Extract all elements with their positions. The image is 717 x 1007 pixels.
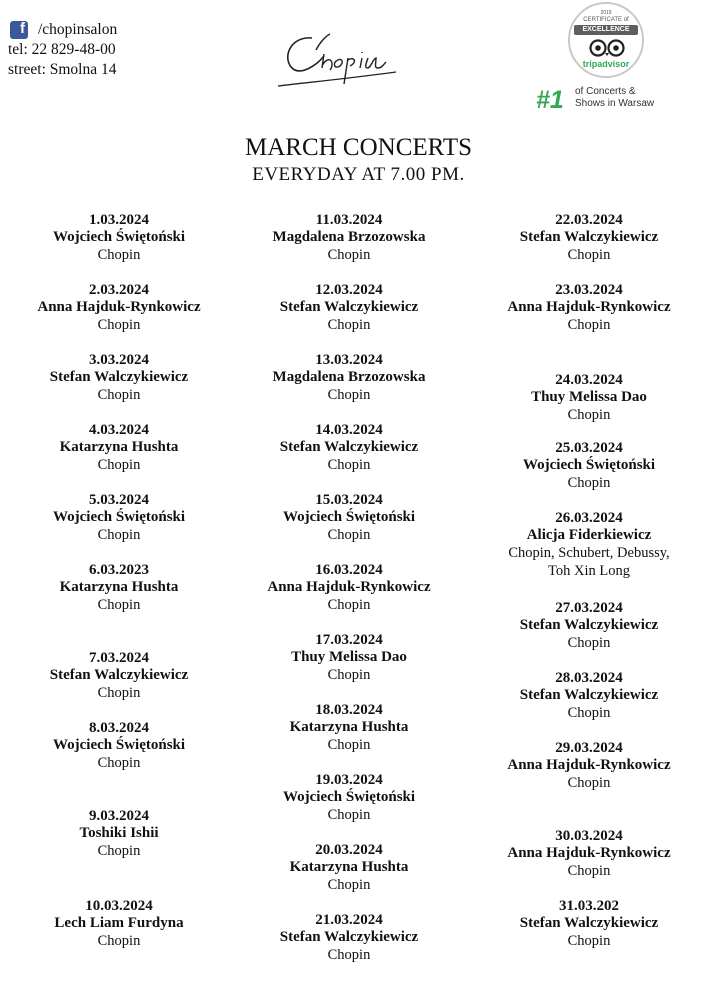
concert-date: 16.03.2024: [315, 562, 383, 578]
concert-date: 14.03.2024: [315, 422, 383, 438]
concert-date: 18.03.2024: [315, 702, 383, 718]
badge-excellence: EXCELLENCE: [574, 25, 638, 35]
concert-entry: [14, 650, 224, 702]
concert-entry: [246, 842, 452, 894]
concert-date: 11.03.2024: [315, 212, 383, 228]
concert-entry: [246, 772, 452, 824]
concert-entry: [14, 212, 224, 264]
concert-entry: [484, 212, 694, 264]
concert-entry: [14, 352, 224, 404]
concert-date: 10.03.2024: [85, 898, 153, 914]
concert-entry: [14, 422, 224, 474]
concert-entry: [484, 600, 694, 652]
concert-entry: [484, 510, 694, 580]
repertoire: Chopin: [327, 667, 371, 683]
concert-entry: [246, 632, 452, 684]
concert-entry: [484, 828, 694, 880]
concert-entry: [246, 352, 452, 404]
repertoire: Chopin: [567, 247, 611, 263]
concert-entry: [484, 440, 694, 492]
repertoire: Chopin: [97, 933, 141, 949]
badge-certificate: CERTIFICATE of: [583, 17, 629, 23]
concert-entry: [484, 372, 694, 424]
performer-name: Toshiki Ishii: [79, 825, 159, 841]
performer-name: Stefan Walczykiewicz: [279, 929, 419, 945]
repertoire: Chopin: [567, 863, 611, 879]
concert-date: 17.03.2024: [315, 632, 383, 648]
performer-name: Wojciech Świętoński: [282, 509, 416, 525]
repertoire: Chopin: [327, 877, 371, 893]
concert-date: 9.03.2024: [89, 808, 149, 824]
performer-name: Stefan Walczykiewicz: [49, 667, 189, 683]
performer-name: Stefan Walczykiewicz: [279, 299, 419, 315]
performer-name: Wojciech Świętoński: [282, 789, 416, 805]
performer-name: Wojciech Świętoński: [522, 457, 656, 473]
performer-name: Anna Hajduk-Rynkowicz: [507, 845, 671, 861]
performer-name: Thuy Melissa Dao: [291, 649, 407, 665]
repertoire-continued: Toh Xin Long: [548, 563, 630, 579]
repertoire: Chopin: [327, 947, 371, 963]
concert-entry: [246, 282, 452, 334]
concert-entry: [246, 422, 452, 474]
concert-date: 3.03.2024: [89, 352, 149, 368]
repertoire: Chopin: [327, 807, 371, 823]
repertoire: Chopin: [567, 317, 611, 333]
repertoire: Chopin: [327, 737, 371, 753]
concert-date: 2.03.2024: [89, 282, 149, 298]
performer-name: Anna Hajduk-Rynkowicz: [507, 757, 671, 773]
concert-date: 29.03.2024: [555, 740, 623, 756]
concert-entry: [484, 282, 694, 334]
badge-desc-line1: of Concerts &: [575, 86, 636, 97]
concert-date: 25.03.2024: [555, 440, 623, 456]
page-subtitle: EVERYDAY AT 7.00 PM.: [252, 164, 465, 185]
concert-date: 7.03.2024: [89, 650, 149, 666]
performer-name: Anna Hajduk-Rynkowicz: [267, 579, 431, 595]
repertoire: Chopin: [97, 685, 141, 701]
schedule-heading: [0, 133, 717, 187]
repertoire: Chopin: [97, 597, 141, 613]
concert-entry: [484, 898, 694, 950]
concert-entry: [484, 670, 694, 722]
concert-date: 20.03.2024: [315, 842, 383, 858]
repertoire: Chopin: [327, 247, 371, 263]
concert-entry: [246, 912, 452, 964]
concert-date: 23.03.2024: [555, 282, 623, 298]
concert-entry: [14, 898, 224, 950]
concert-entry: [246, 562, 452, 614]
repertoire: Chopin: [327, 457, 371, 473]
performer-name: Wojciech Świętoński: [52, 509, 186, 525]
concert-entry: [484, 740, 694, 792]
concert-entry: [14, 562, 224, 614]
concert-date: 21.03.2024: [315, 912, 383, 928]
performer-name: Wojciech Świętoński: [52, 737, 186, 753]
contact-info: [8, 20, 117, 80]
performer-name: Stefan Walczykiewicz: [519, 617, 659, 633]
performer-name: Thuy Melissa Dao: [531, 389, 647, 405]
performer-name: Anna Hajduk-Rynkowicz: [507, 299, 671, 315]
tripadvisor-wordmark: tripadvisor: [582, 59, 630, 69]
facebook-handle[interactable]: /chopinsalon: [38, 21, 118, 38]
certificate-seal: [568, 2, 644, 78]
performer-name: Stefan Walczykiewicz: [519, 687, 659, 703]
concert-entry: [14, 492, 224, 544]
performer-name: Stefan Walczykiewicz: [279, 439, 419, 455]
concert-date: 13.03.2024: [315, 352, 383, 368]
repertoire: Chopin: [567, 775, 611, 791]
chopin-signature-logo: [272, 28, 402, 96]
badge-desc-line2: Shows in Warsaw: [575, 98, 655, 109]
concert-entry: [14, 282, 224, 334]
repertoire: Chopin: [97, 843, 141, 859]
repertoire: Chopin: [97, 527, 141, 543]
performer-name: Alicja Fiderkiewicz: [526, 527, 652, 543]
concert-date: 19.03.2024: [315, 772, 383, 788]
concert-date: 1.03.2024: [89, 212, 149, 228]
concert-date: 30.03.2024: [555, 828, 623, 844]
repertoire: Chopin: [327, 527, 371, 543]
repertoire: Chopin: [97, 457, 141, 473]
phone-number: tel: 22 829-48-00: [8, 41, 116, 58]
repertoire: Chopin: [97, 755, 141, 771]
performer-name: Anna Hajduk-Rynkowicz: [37, 299, 201, 315]
repertoire: Chopin: [567, 933, 611, 949]
concert-date: 12.03.2024: [315, 282, 383, 298]
repertoire: Chopin: [567, 475, 611, 491]
concert-date: 31.03.202: [559, 898, 619, 914]
facebook-row[interactable]: [8, 20, 117, 40]
performer-name: Magdalena Brzozowska: [272, 369, 426, 385]
performer-name: Magdalena Brzozowska: [272, 229, 426, 245]
badge-year: 2019: [600, 10, 612, 16]
performer-name: Stefan Walczykiewicz: [519, 915, 659, 931]
repertoire: Chopin: [97, 387, 141, 403]
repertoire: Chopin: [97, 247, 141, 263]
concert-date: 24.03.2024: [555, 372, 623, 388]
repertoire: Chopin: [327, 317, 371, 333]
concert-entry: [246, 492, 452, 544]
concert-date: 26.03.2024: [555, 510, 623, 526]
repertoire: Chopin: [327, 597, 371, 613]
repertoire: Chopin: [567, 407, 611, 423]
performer-name: Lech Liam Furdyna: [54, 915, 184, 931]
concert-date: 5.03.2024: [89, 492, 149, 508]
tripadvisor-badge: [532, 2, 672, 120]
performer-name: Katarzyna Hushta: [289, 859, 409, 875]
concert-date: 28.03.2024: [555, 670, 623, 686]
performer-name: Katarzyna Hushta: [59, 579, 179, 595]
badge-description: [575, 86, 654, 110]
repertoire: Chopin, Schubert, Debussy,: [508, 545, 670, 561]
repertoire: Chopin: [97, 317, 141, 333]
concert-date: 8.03.2024: [89, 720, 149, 736]
concert-entry: [246, 212, 452, 264]
concert-entry: [14, 808, 224, 860]
concert-entry: [14, 720, 224, 772]
owl-icon: [587, 39, 627, 57]
concert-date: 6.03.2023: [89, 562, 149, 578]
performer-name: Katarzyna Hushta: [59, 439, 179, 455]
concert-date: 27.03.2024: [555, 600, 623, 616]
facebook-icon[interactable]: f: [10, 21, 28, 39]
performer-name: Katarzyna Hushta: [289, 719, 409, 735]
concert-entry: [246, 702, 452, 754]
concert-date: 4.03.2024: [89, 422, 149, 438]
repertoire: Chopin: [567, 705, 611, 721]
concert-date: 15.03.2024: [315, 492, 383, 508]
performer-name: Stefan Walczykiewicz: [49, 369, 189, 385]
concert-date: 22.03.2024: [555, 212, 623, 228]
performer-name: Stefan Walczykiewicz: [519, 229, 659, 245]
repertoire: Chopin: [567, 635, 611, 651]
page-title: MARCH CONCERTS: [244, 134, 472, 161]
badge-rank: #1: [536, 86, 564, 114]
performer-name: Wojciech Świętoński: [52, 229, 186, 245]
repertoire: Chopin: [327, 387, 371, 403]
street-address: street: Smolna 14: [8, 61, 117, 78]
